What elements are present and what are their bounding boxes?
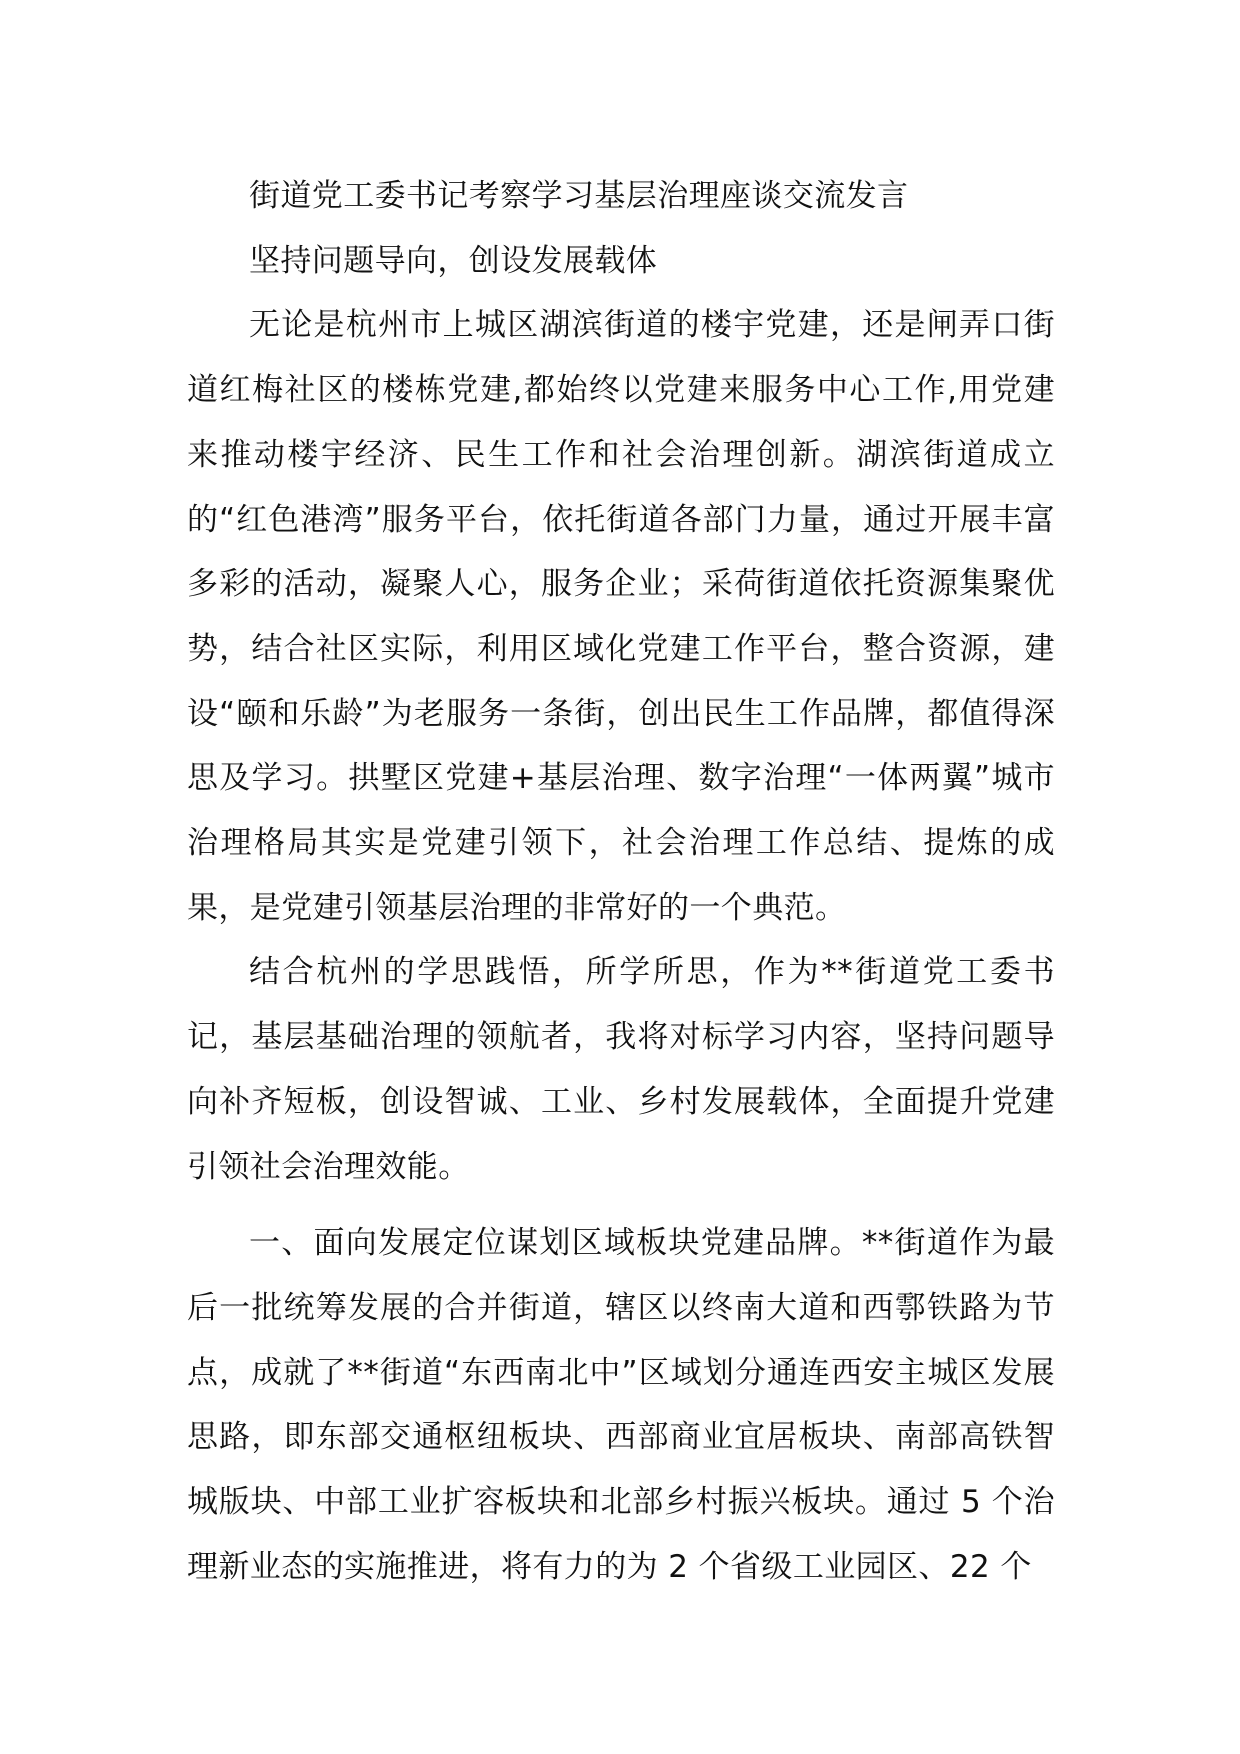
paragraph: 无论是杭州市上城区湖滨街道的楼宇党建，还是闸弄口街道红梅社区的楼栋党建,都始终以党建来服务中心工作,用党建来推动楼宇经济、民生工作和社会治理创新。湖滨街道成立的“红色港湾”服务平台，依托街道各部门力量，通过开展丰富多彩的活动，凝聚人心，服务企业；采荷街道依托资源集聚优势，结合社区实际，利用区域化党建工作平台，整合资源，建设“颐和乐龄”为老服务一条街，创出民生工作品牌，都值得深思及学习。拱墅区党建+基层治理、数字治理“一体两翼”城市治理格局其实是党建引领下，社会治理工作总结、提炼的成果，是党建引领基层治理的非常好的一个典范。 (187, 307, 1055, 926)
document-subtitle: 坚持问题导向，创设发展载体 (249, 242, 658, 279)
document-body (187, 164, 1055, 1599)
paragraph: 一、面向发展定位谋划区域板块党建品牌。**街道作为最后一批统筹发展的合并街道，辖区以终南大道和西鄠铁路为节点，成就了**街道“东西南北中”区域划分通连西安主城区发展思路，即东部交通枢纽板块、西部商业宜居板块、南部高铁智城版块、中部工业扩容板块和北部乡村振兴板块。通过 5 个治理新业态的实施推进，将有力的为 2 个省级工业园区、22 个 (187, 1225, 1055, 1585)
paragraph: 结合杭州的学思践悟，所学所思，作为**街道党工委书记，基层基础治理的领航者，我将对标学习内容，坚持问题导向补齐短板，创设智诚、工业、乡村发展载体，全面提升党建引领社会治理效能。 (187, 954, 1055, 1185)
document-title: 街道党工委书记考察学习基层治理座谈交流发言 (249, 178, 909, 214)
